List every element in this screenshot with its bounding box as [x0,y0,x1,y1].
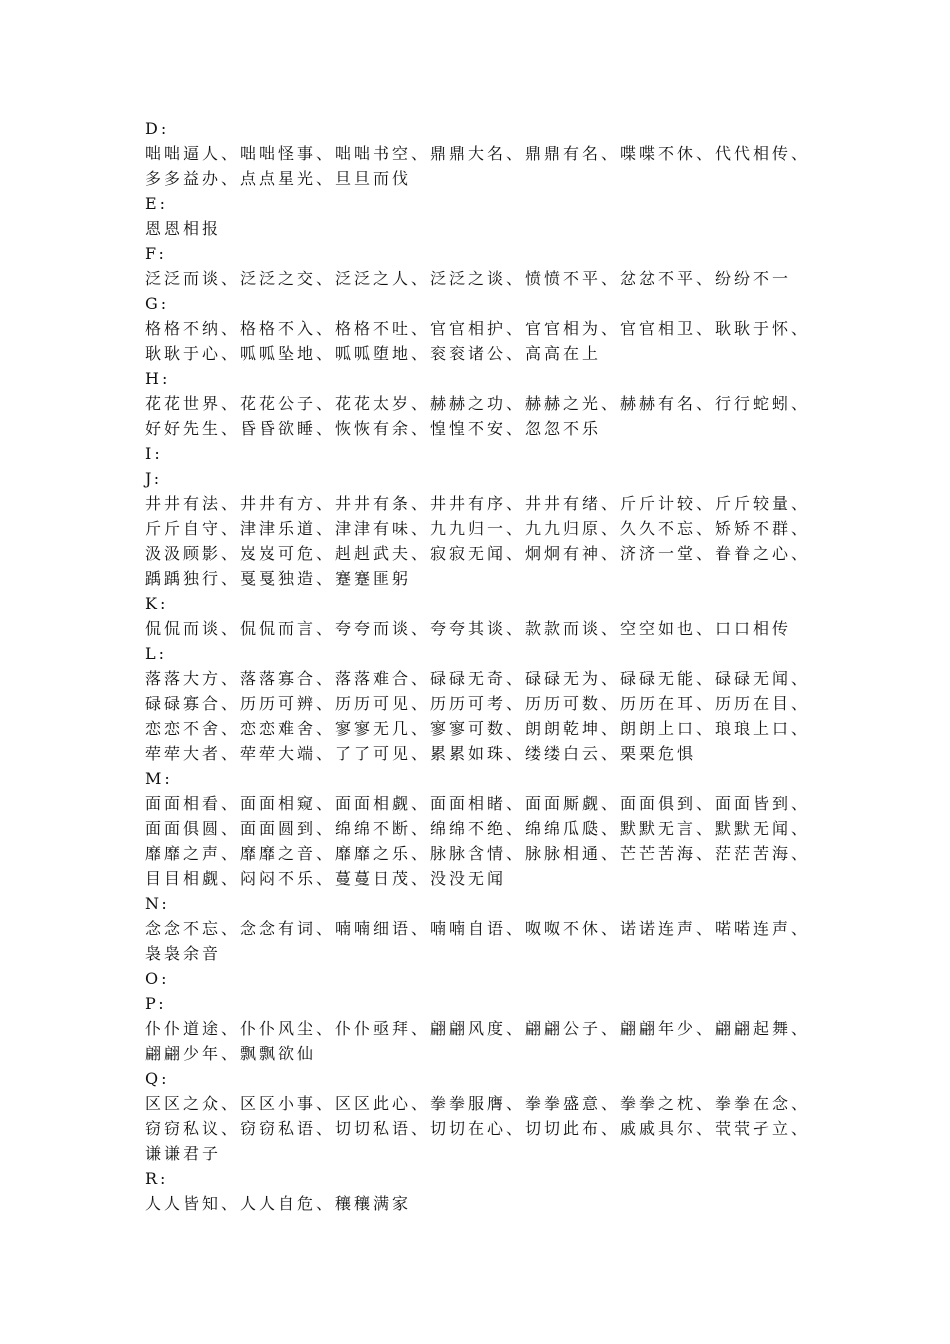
section-heading-q: Q: [145,1069,170,1088]
idiom-list-f: 泛泛而谈、泛泛之交、泛泛之人、泛泛之谈、愤愤不平、忿忿不平、纷纷不一 [145,269,792,288]
idiom-list-q: 区区之众、区区小事、区区此心、拳拳服膺、拳拳盛意、拳拳之枕、拳拳在念、窃窃私议、窃窃私语、切切私语、切切在心、切切此布、戚戚具尔、茕茕孑立、谦谦君子 [145,1094,811,1163]
section-heading-l: L: [145,644,168,663]
idiom-list-n: 念念不忘、念念有词、喃喃细语、喃喃自语、呶呶不休、诺诺连声、喏喏连声、袅袅余音 [145,919,811,963]
section-heading-j: J: [145,469,163,488]
document-page [145,116,815,1216]
idiom-list-d: 咄咄逼人、咄咄怪事、咄咄书空、鼎鼎大名、鼎鼎有名、喋喋不休、代代相传、多多益办、点点星光、旦旦而伐 [145,144,811,188]
section-heading-r: R: [145,1169,169,1188]
idiom-list-h: 花花世界、花花公子、花花太岁、赫赫之功、赫赫之光、赫赫有名、行行蛇蚓、好好先生、昏昏欲睡、恢恢有余、惶惶不安、忽忽不乐 [145,394,811,438]
idiom-list-l: 落落大方、落落寡合、落落难合、碌碌无奇、碌碌无为、碌碌无能、碌碌无闻、碌碌寡合、历历可辨、历历可见、历历可考、历历可数、历历在耳、历历在目、恋恋不舍、恋恋难舍、寥寥无几、寥寥可数、朗朗乾坤、朗朗上口、琅琅上口、荦荦大者、荦荦大端、了了可见、累累如珠、缕缕白云、栗栗危惧 [145,669,811,763]
idiom-list-p: 仆仆道途、仆仆风尘、仆仆亟拜、翩翩风度、翩翩公子、翩翩年少、翩翩起舞、翩翩少年、飘飘欲仙 [145,1019,811,1063]
section-heading-k: K: [145,594,169,613]
section-heading-i: I: [145,444,163,463]
idiom-list-m: 面面相看、面面相窥、面面相觑、面面相睹、面面厮觑、面面俱到、面面皆到、面面俱圆、面面圆到、绵绵不断、绵绵不绝、绵绵瓜瓞、默默无言、默默无闻、靡靡之声、靡靡之音、靡靡之乐、脉脉含情、脉脉相通、芒芒苦海、茫茫苦海、目目相觑、闷闷不乐、蔓蔓日茂、没没无闻 [145,794,811,888]
section-heading-f: F: [145,244,167,263]
idiom-list-r: 人人皆知、人人自危、穰穰满家 [145,1194,412,1213]
idiom-list-j: 井井有法、井井有方、井井有条、井井有序、井井有绪、斤斤计较、斤斤较量、斤斤自守、津津乐道、津津有味、九九归一、九九归原、久久不忘、矫矫不群、汲汲顾影、岌岌可危、赳赳武夫、寂寂无闻、炯炯有神、济济一堂、眷眷之心、踽踽独行、戛戛独造、蹇蹇匪躬 [145,494,811,588]
idiom-list-k: 侃侃而谈、侃侃而言、夸夸而谈、夸夸其谈、款款而谈、空空如也、口口相传 [145,619,792,638]
section-heading-p: P: [145,994,167,1013]
section-heading-m: M: [145,769,173,788]
idiom-list-g: 格格不纳、格格不入、格格不吐、官官相护、官官相为、官官相卫、耿耿于怀、耿耿于心、呱呱坠地、呱呱堕地、衮衮诸公、高高在上 [145,319,811,363]
section-heading-n: N: [145,894,170,913]
section-heading-e: E: [145,194,169,213]
section-heading-o: O: [145,969,170,988]
idiom-list-e: 恩恩相报 [145,219,222,238]
section-heading-h: H: [145,369,171,388]
section-heading-d: D: [145,119,170,138]
section-heading-g: G: [145,294,170,313]
